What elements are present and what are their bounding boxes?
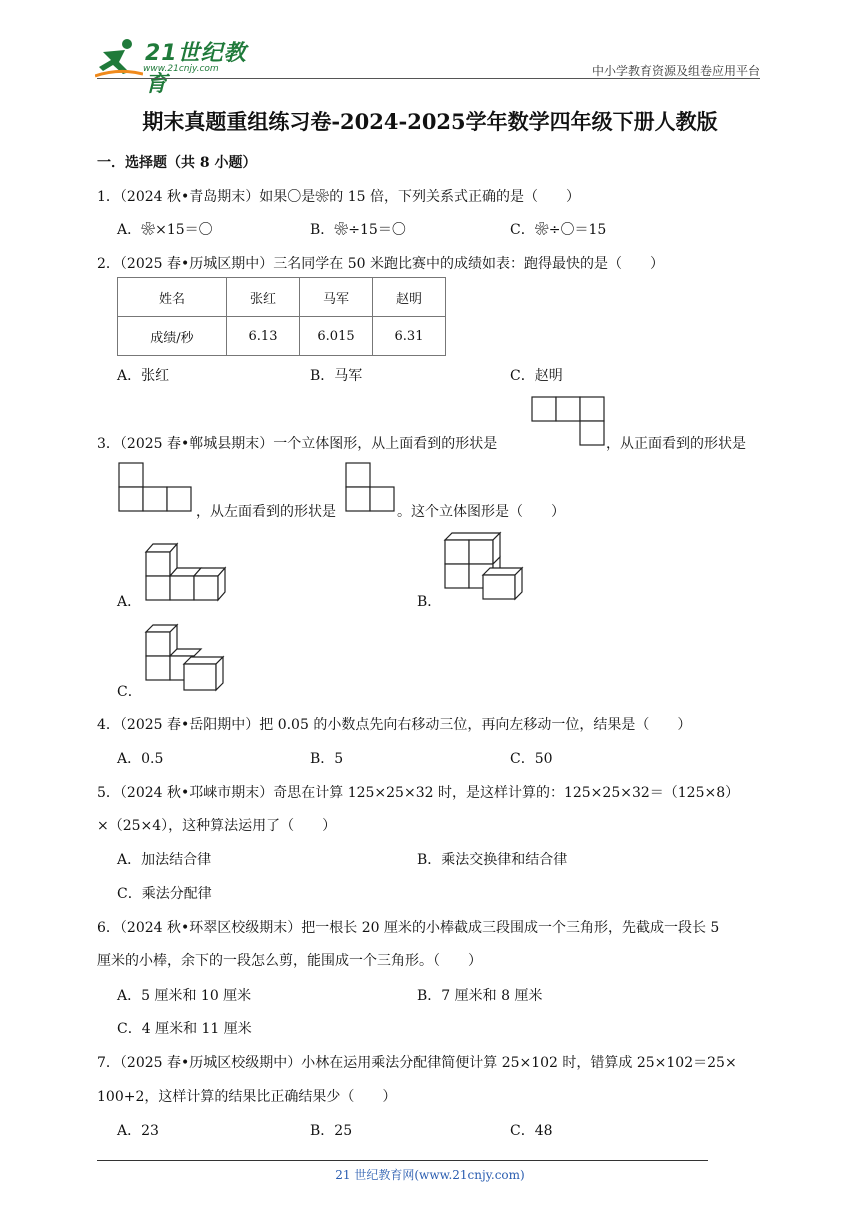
left-view-figure <box>345 462 397 512</box>
option-b-solid-figure <box>442 530 528 602</box>
question-6-text-line2: 厘米的小棒，余下的一段怎么剪，能围成一个三角形。（ ） <box>97 953 482 969</box>
front-view-figure <box>118 462 194 512</box>
question-5-text-line2: ×（25×4），这种算法运用了（ ） <box>97 818 337 834</box>
q6-option-b[interactable]: B．7 厘米和 8 厘米 <box>417 988 543 1004</box>
q6-option-a[interactable]: A．5 厘米和 10 厘米 <box>117 988 252 1004</box>
site-logo <box>95 38 260 97</box>
question-1-text: 1．（2024 秋•青岛期末）如果〇是❀的 15 倍，下列关系式正确的是（ ） <box>97 189 580 205</box>
table-cell: 6.13 <box>227 317 300 356</box>
footer-text[interactable]: 21 世纪教育网(www.21cnjy.com) <box>335 1168 525 1182</box>
q4-option-c[interactable]: C．50 <box>510 751 553 767</box>
top-view-figure <box>531 396 607 446</box>
question-7-text-line1: 7．（2025 春•历城区校级期中）小林在运用乘法分配律简便计算 25×102 时，错算成 25×102＝25× <box>97 1055 737 1071</box>
score-table <box>117 277 446 356</box>
option-c-solid-figure <box>143 622 229 694</box>
q7-option-a[interactable]: A．23 <box>117 1123 159 1139</box>
option-a-solid-figure <box>143 540 233 604</box>
q2-option-c[interactable]: C．赵明 <box>510 368 563 384</box>
table-cell: 张红 <box>227 278 300 317</box>
q1-option-b[interactable]: B．❀÷15＝〇 <box>310 222 406 238</box>
page-title: 期末真题重组练习卷-2024-2025学年数学四年级下册人教版 <box>142 109 718 134</box>
question-3-text-part3: ，从左面看到的形状是 <box>196 504 336 520</box>
question-3-text-part2: ，从正面看到的形状是 <box>606 436 746 452</box>
table-cell: 马军 <box>300 278 373 317</box>
q1-option-a[interactable]: A．❀×15＝〇 <box>117 222 213 238</box>
platform-name: 中小学教育资源及组卷应用平台 <box>591 64 760 78</box>
table-header-row <box>118 278 446 317</box>
table-row <box>118 317 446 356</box>
q5-option-a[interactable]: A．加法结合律 <box>117 852 212 868</box>
q5-option-c[interactable]: C．乘法分配律 <box>117 886 212 902</box>
table-cell: 成绩/秒 <box>118 317 227 356</box>
logo-text: 21世纪教育 <box>145 41 247 97</box>
question-6-text-line1: 6．（2024 秋•环翠区校级期末）把一根长 20 厘米的小棒截成三段围成一个三角形，先截成一段长 5 <box>97 920 720 936</box>
q3-option-b[interactable]: B． <box>417 594 442 610</box>
question-5-text-line1: 5．（2024 秋•邛崃市期末）奇思在计算 125×25×32 时，是这样计算的：125×25×32＝（125×8） <box>97 785 740 801</box>
question-4-text: 4．（2025 春•岳阳期中）把 0.05 的小数点先向右移动三位，再向左移动一位，结果是（ ） <box>97 717 692 733</box>
q4-option-a[interactable]: A．0.5 <box>117 751 164 767</box>
table-cell: 6.31 <box>373 317 446 356</box>
table-cell: 姓名 <box>118 278 227 317</box>
footer-divider <box>97 1160 708 1161</box>
question-3-text-part4: 。这个立体图形是（ ） <box>397 504 565 520</box>
question-7-text-line2: 100+2，这样计算的结果比正确结果少（ ） <box>97 1089 397 1105</box>
table-cell: 赵明 <box>373 278 446 317</box>
q7-option-b[interactable]: B．25 <box>310 1123 353 1139</box>
question-2-text: 2．（2025 春•历城区期中）三名同学在 50 米跑比赛中的成绩如表：跑得最快的是（ ） <box>97 256 664 272</box>
header-divider <box>97 78 760 79</box>
logo-url: www.21cnjy.com <box>143 64 219 74</box>
q2-option-b[interactable]: B．马军 <box>310 368 363 384</box>
q1-option-c[interactable]: C．❀÷〇＝15 <box>510 222 607 238</box>
q7-option-c[interactable]: C．48 <box>510 1123 553 1139</box>
q6-option-c[interactable]: C．4 厘米和 11 厘米 <box>117 1021 252 1037</box>
q4-option-b[interactable]: B．5 <box>310 751 344 767</box>
q5-option-b[interactable]: B．乘法交换律和结合律 <box>417 852 568 868</box>
table-cell: 6.015 <box>300 317 373 356</box>
q2-option-a[interactable]: A．张红 <box>117 368 170 384</box>
runner-logo-icon <box>95 38 143 78</box>
q3-option-a[interactable]: A． <box>117 594 142 610</box>
section-heading: 一．选择题（共 8 小题） <box>97 155 257 171</box>
q3-option-c[interactable]: C． <box>117 684 142 700</box>
question-3-text-part1: 3．（2025 春•郸城县期末）一个立体图形，从上面看到的形状是 <box>97 436 498 452</box>
